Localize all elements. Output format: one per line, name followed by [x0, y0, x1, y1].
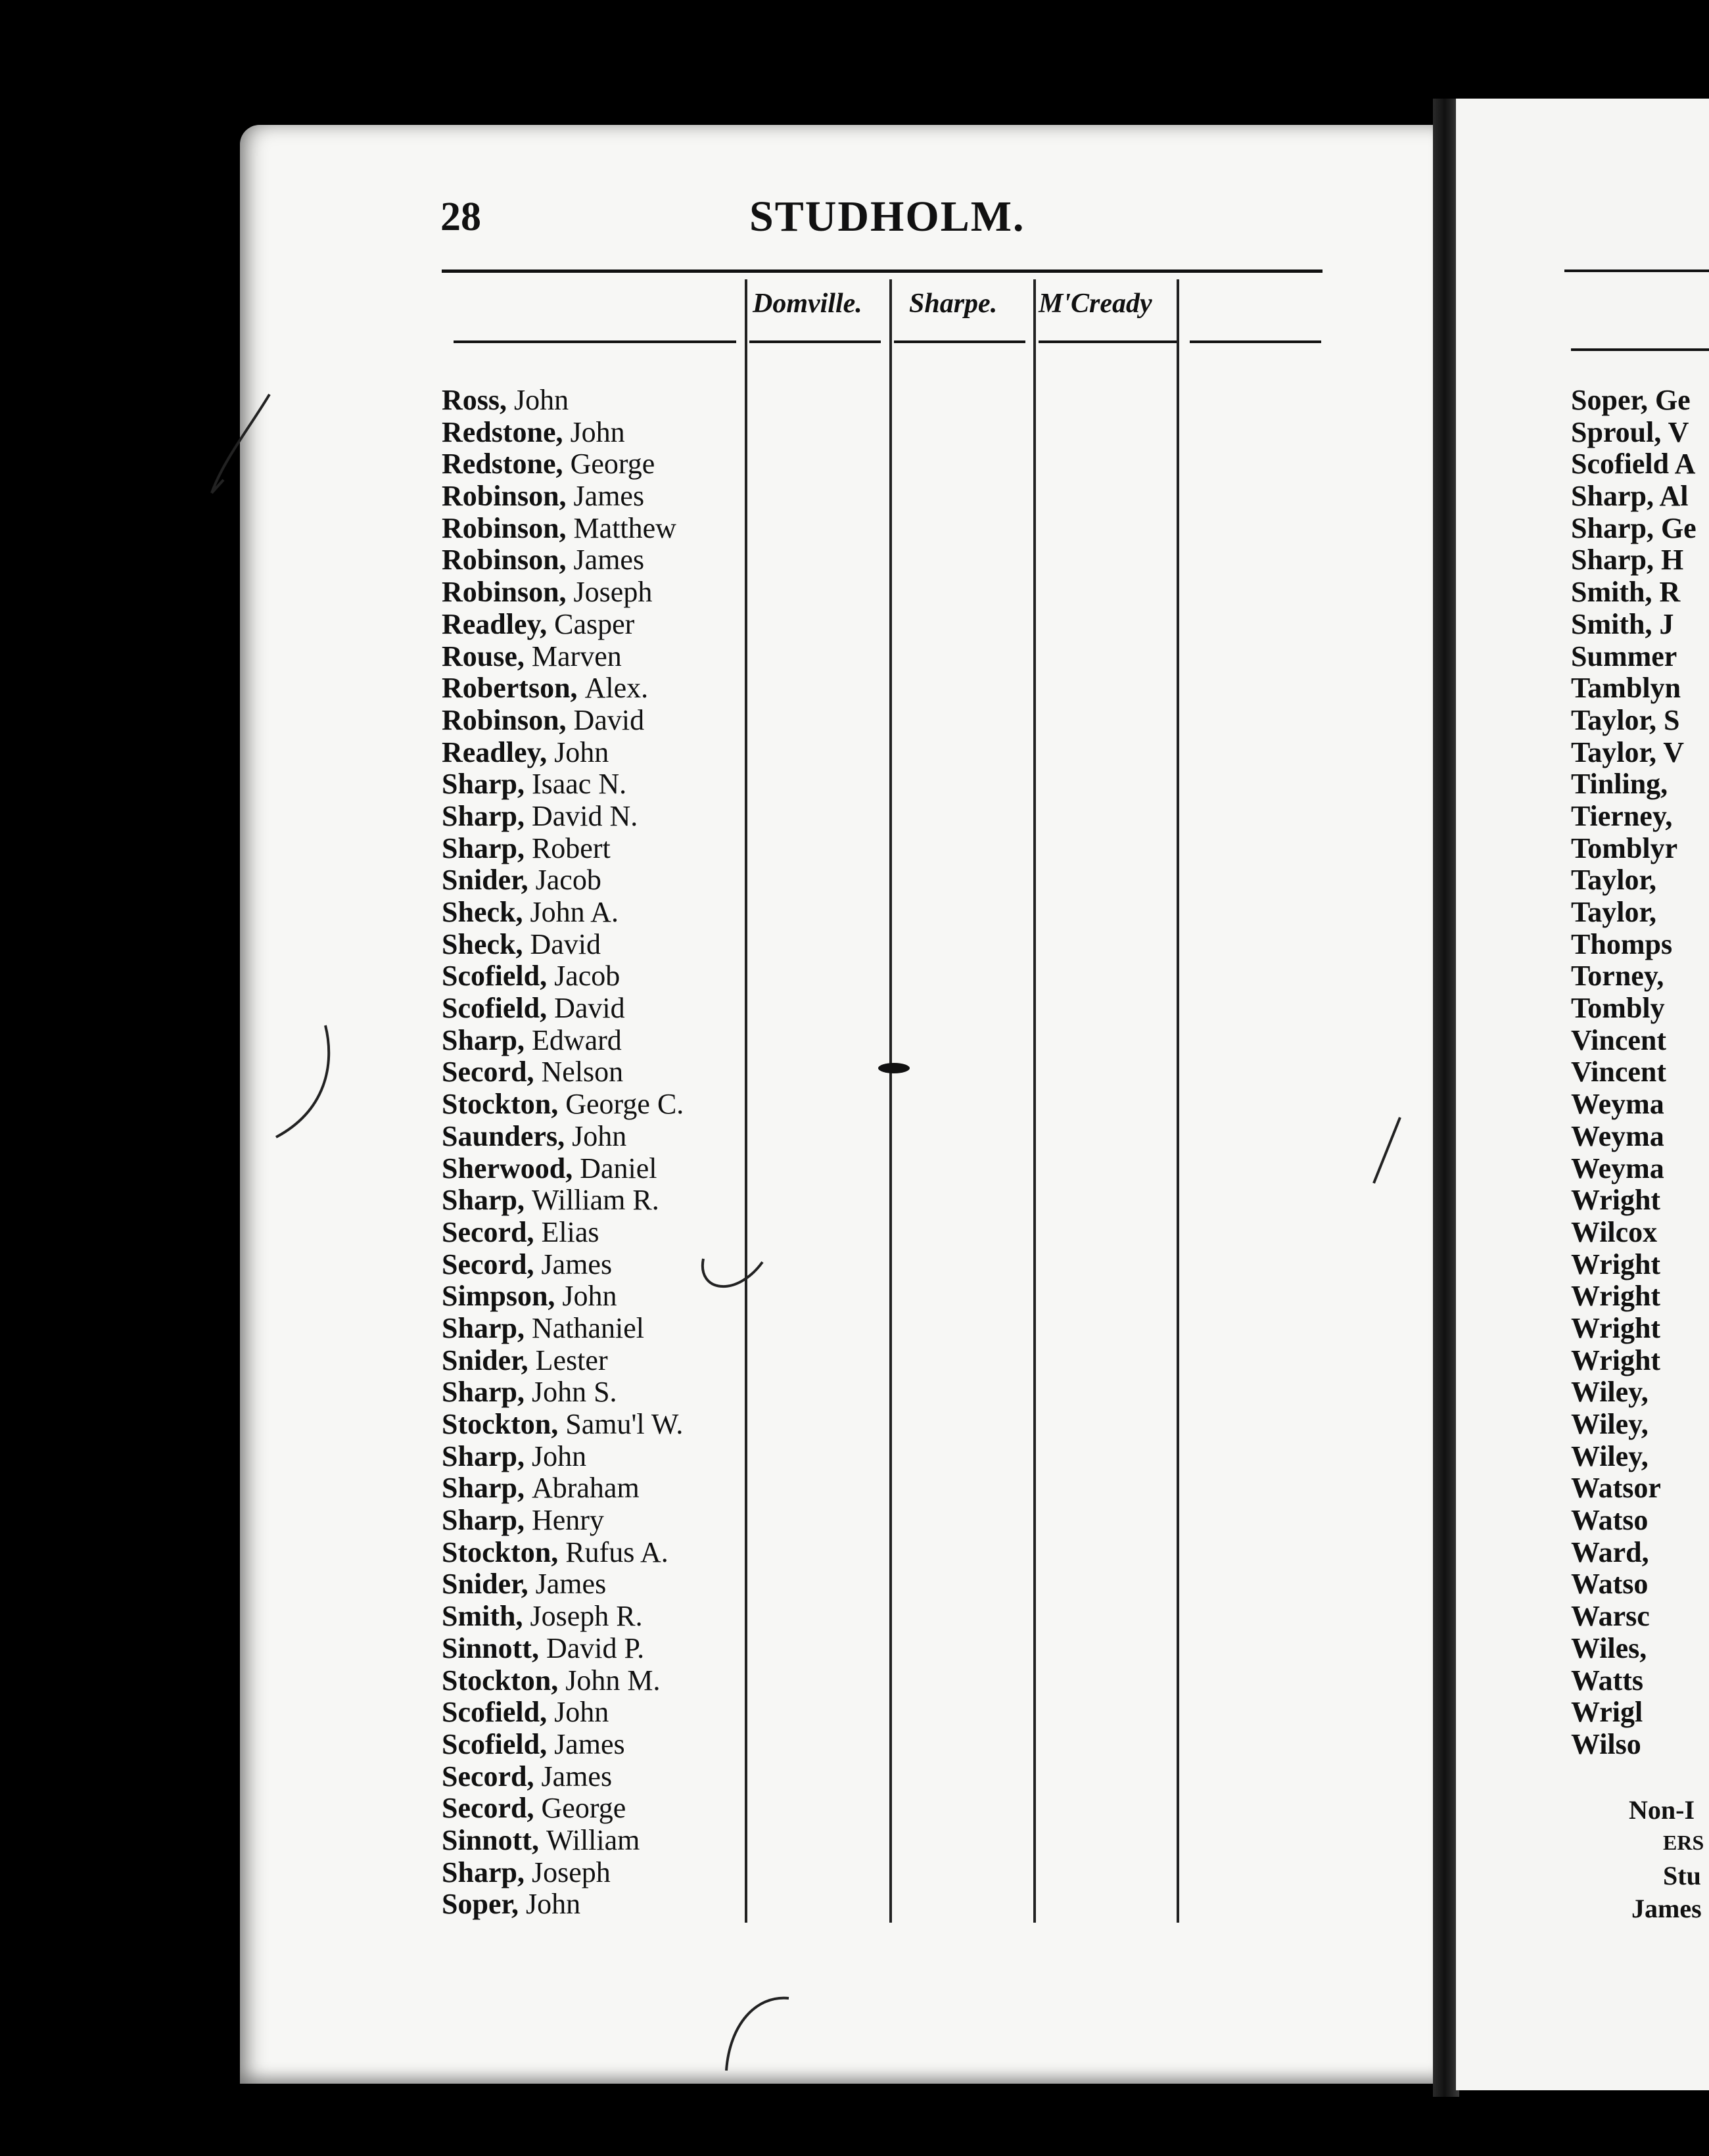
header-bottom-rule — [454, 340, 736, 343]
facing-name-entry: Wiles, — [1571, 1631, 1647, 1664]
surname: Scofield, — [442, 1727, 548, 1760]
name-entry — [442, 1184, 684, 1217]
facing-name-list — [1571, 385, 1697, 1761]
name-entry — [442, 641, 684, 673]
name-entry — [442, 513, 684, 545]
given-name: Marven — [531, 640, 622, 672]
given-name: James — [573, 480, 645, 513]
surname: Soper, — [442, 1888, 519, 1921]
surname: Secord, — [442, 1215, 534, 1248]
surname: Smith, — [442, 1600, 523, 1633]
name-entry — [442, 1472, 684, 1505]
surname: Ross, — [442, 384, 507, 416]
page-number: 28 — [440, 195, 481, 239]
name-entry — [442, 1537, 684, 1569]
facing-name-entry: Wright — [1571, 1280, 1661, 1313]
name-entry — [442, 1697, 684, 1729]
surname: Stockton, — [442, 1088, 559, 1121]
page-title: STUDHOLM. — [749, 193, 1025, 241]
surname: Sharp, — [442, 768, 525, 801]
name-entry — [442, 1601, 684, 1633]
surname: Secord, — [442, 1248, 534, 1280]
surname: Saunders, — [442, 1119, 565, 1152]
facing-top-rule — [1564, 270, 1709, 272]
given-name: John — [525, 1888, 581, 1921]
given-name: John — [570, 415, 625, 448]
given-name: Casper — [554, 607, 635, 640]
facing-name-entry: Tierney, — [1571, 799, 1673, 832]
header-bottom-rule-2 — [749, 340, 881, 343]
name-entry — [442, 801, 684, 833]
surname: Sharp, — [442, 1504, 525, 1537]
given-name: James — [535, 1568, 607, 1601]
name-entry — [442, 1056, 684, 1089]
facing-header-rule — [1571, 348, 1709, 351]
facing-name-entry: Watso — [1571, 1504, 1649, 1537]
name-entry — [442, 1025, 684, 1057]
name-entry — [442, 1089, 684, 1121]
facing-name-entry: Sharp, Al — [1571, 480, 1689, 513]
facing-name-entry: Watsor — [1571, 1472, 1661, 1505]
facing-name-entry: Wright — [1571, 1248, 1661, 1280]
name-entry — [442, 929, 684, 961]
facing-name-entry: Ward, — [1571, 1535, 1649, 1568]
facing-name-entry: Wright — [1571, 1311, 1661, 1344]
facing-name-entry: Wilso — [1571, 1727, 1641, 1760]
column-rule-1 — [745, 279, 747, 1923]
surname: Sharp, — [442, 1311, 525, 1344]
name-entry — [442, 1888, 684, 1921]
name-entry — [442, 1153, 684, 1185]
name-entry — [442, 480, 684, 513]
name-entry — [442, 1409, 684, 1441]
facing-footer-line-2: ERS — [1663, 1831, 1704, 1854]
given-name: John — [554, 736, 609, 768]
facing-name-entry: Wright — [1571, 1184, 1661, 1217]
name-entry — [442, 960, 684, 993]
surname: Readley, — [442, 736, 548, 768]
facing-name-entry: Vincent — [1571, 1056, 1667, 1089]
surname: Sherwood, — [442, 1152, 573, 1184]
given-name: David — [554, 992, 625, 1025]
surname: Snider, — [442, 1568, 528, 1601]
name-entry — [442, 737, 684, 769]
surname: Sharp, — [442, 1184, 525, 1217]
surname: Robinson, — [442, 544, 567, 576]
given-name: George — [570, 448, 655, 480]
ink-blot — [874, 1058, 914, 1078]
facing-name-entry: Taylor, S — [1571, 703, 1680, 736]
given-name: Robert — [531, 832, 611, 864]
given-name: Nathaniel — [531, 1311, 644, 1344]
column-rule-3 — [1033, 279, 1036, 1923]
surname: Robinson, — [442, 703, 567, 736]
facing-name-entry: Tombly — [1571, 992, 1665, 1025]
surname: Stockton, — [442, 1535, 559, 1568]
surname: Scofield, — [442, 1696, 548, 1729]
name-entry — [442, 1441, 684, 1473]
surname: Simpson, — [442, 1280, 555, 1313]
surname: Rouse, — [442, 640, 525, 672]
name-entry — [442, 576, 684, 609]
facing-name-entry: Weyma — [1571, 1152, 1664, 1184]
surname: Robinson, — [442, 576, 567, 609]
surname: Sharp, — [442, 1440, 525, 1472]
facing-name-entry: Sharp, Ge — [1571, 511, 1697, 544]
given-name: James — [541, 1248, 613, 1280]
name-entry — [442, 1249, 684, 1281]
column-head-sharpe: Sharpe. — [909, 289, 998, 319]
pen-mark-simpson — [697, 1252, 776, 1318]
surname: Stockton, — [442, 1408, 559, 1440]
facing-name-entry: Tamblyn — [1571, 672, 1681, 705]
surname: Sharp, — [442, 1856, 525, 1888]
name-entry — [442, 864, 684, 897]
facing-name-entry: Smith, R — [1571, 576, 1681, 609]
facing-name-entry: Watso — [1571, 1568, 1649, 1601]
book-gutter — [1433, 99, 1459, 2097]
pen-mark-curve — [263, 1019, 342, 1150]
given-name: John — [554, 1696, 609, 1729]
surname: Readley, — [442, 607, 548, 640]
name-entry — [442, 1633, 684, 1665]
facing-name-entry: Wrigl — [1571, 1696, 1643, 1729]
given-name: George C. — [565, 1088, 684, 1121]
facing-name-entry: Sharp, H — [1571, 544, 1684, 576]
given-name: Alex. — [584, 672, 649, 705]
surname: Redstone, — [442, 448, 563, 480]
given-name: John — [514, 384, 569, 416]
column-head-mccready: M'Cready — [1039, 289, 1152, 319]
surname: Sharp, — [442, 832, 525, 864]
facing-name-entry: Taylor, V — [1571, 736, 1685, 768]
facing-name-entry: Weyma — [1571, 1088, 1664, 1121]
given-name: William R. — [531, 1184, 659, 1217]
given-name: Elias — [541, 1215, 599, 1248]
given-name: William — [546, 1823, 640, 1856]
given-name: George — [541, 1792, 626, 1825]
column-head-domville: Domville. — [753, 289, 862, 319]
surname: Scofield, — [442, 960, 548, 993]
given-name: Joseph R. — [530, 1600, 643, 1633]
facing-name-entry: Summer — [1571, 640, 1677, 672]
name-entry — [442, 1793, 684, 1825]
surname: Sharp, — [442, 1472, 525, 1505]
facing-name-entry: Wright — [1571, 1344, 1661, 1376]
pen-mark-right — [1361, 1111, 1413, 1190]
given-name: Joseph — [573, 576, 653, 609]
given-name: James — [541, 1760, 613, 1793]
name-entry — [442, 1376, 684, 1409]
surname: Sinnott, — [442, 1631, 539, 1664]
top-rule — [442, 270, 1323, 273]
header-bottom-rule-4 — [1039, 340, 1177, 343]
given-name: John A. — [530, 896, 619, 928]
column-rule-4 — [1177, 279, 1179, 1923]
facing-name-entry: Taylor, — [1571, 896, 1657, 928]
facing-name-entry: Wiley, — [1571, 1408, 1649, 1440]
given-name: Henry — [531, 1504, 604, 1537]
facing-name-entry: Smith, J — [1571, 607, 1674, 640]
given-name: Edward — [531, 1023, 622, 1056]
name-entry — [442, 672, 684, 705]
name-entry — [442, 705, 684, 737]
pen-mark-check — [197, 388, 283, 506]
surname: Robertson, — [442, 672, 578, 705]
given-name: Joseph — [531, 1856, 611, 1888]
given-name: Samu'l W. — [565, 1408, 684, 1440]
surname: Robinson, — [442, 511, 567, 544]
surname: Sharp, — [442, 1376, 525, 1409]
facing-name-entry: Tomblyr — [1571, 832, 1678, 864]
surname: Snider, — [442, 864, 528, 897]
name-entry — [442, 1568, 684, 1601]
facing-name-entry: Scofield A — [1571, 448, 1696, 480]
facing-name-entry: Torney, — [1571, 960, 1664, 993]
left-page — [240, 125, 1443, 2084]
facing-name-entry: Wiley, — [1571, 1376, 1649, 1409]
surname: Scofield, — [442, 992, 548, 1025]
voter-name-list — [442, 385, 684, 1921]
name-entry — [442, 1857, 684, 1889]
given-name: David P. — [546, 1631, 645, 1664]
name-entry — [442, 1121, 684, 1153]
facing-name-entry: Sproul, V — [1571, 415, 1689, 448]
given-name: John M. — [565, 1664, 661, 1697]
column-rule-2 — [889, 279, 892, 1923]
name-entry — [442, 1280, 684, 1313]
facing-footer-line-4: James — [1631, 1894, 1702, 1923]
name-entry — [442, 448, 684, 480]
name-entry — [442, 768, 684, 801]
name-entry — [442, 1217, 684, 1249]
header-bottom-rule-3 — [894, 340, 1025, 343]
given-name: Jacob — [554, 960, 620, 993]
surname: Sheck, — [442, 896, 523, 928]
given-name: David — [530, 927, 601, 960]
given-name: David — [573, 703, 645, 736]
name-entry — [442, 1761, 684, 1793]
given-name: John — [562, 1280, 617, 1313]
name-entry — [442, 1345, 684, 1377]
facing-name-entry: Wiley, — [1571, 1440, 1649, 1472]
given-name: James — [554, 1727, 625, 1760]
given-name: Daniel — [580, 1152, 657, 1184]
name-entry — [442, 417, 684, 449]
header-bottom-rule-5 — [1190, 340, 1321, 343]
pen-mark-bottom — [716, 1992, 802, 2077]
given-name: Nelson — [541, 1056, 624, 1089]
name-entry — [442, 385, 684, 417]
facing-name-entry: Tinling, — [1571, 768, 1668, 801]
name-entry — [442, 897, 684, 929]
facing-name-entry: Wilcox — [1571, 1215, 1658, 1248]
surname: Secord, — [442, 1056, 534, 1089]
surname: Stockton, — [442, 1664, 559, 1697]
given-name: David N. — [531, 799, 638, 832]
name-entry — [442, 993, 684, 1025]
given-name: Abraham — [531, 1472, 640, 1505]
name-entry — [442, 1665, 684, 1697]
facing-name-entry: Soper, Ge — [1571, 384, 1691, 416]
given-name: John — [531, 1440, 587, 1472]
given-name: Lester — [535, 1344, 608, 1376]
facing-name-entry: Taylor, — [1571, 864, 1657, 897]
surname: Robinson, — [442, 480, 567, 513]
name-entry — [442, 1505, 684, 1537]
name-entry — [442, 1825, 684, 1857]
name-entry — [442, 1729, 684, 1761]
facing-name-entry: Watts — [1571, 1664, 1643, 1697]
given-name: James — [573, 544, 645, 576]
given-name: Isaac N. — [531, 768, 627, 801]
name-entry — [442, 544, 684, 576]
name-entry — [442, 1313, 684, 1345]
name-entry — [442, 833, 684, 865]
surname: Snider, — [442, 1344, 528, 1376]
given-name: Jacob — [535, 864, 601, 897]
facing-name-entry: Warsc — [1571, 1600, 1650, 1633]
surname: Sheck, — [442, 927, 523, 960]
facing-name-entry: Weyma — [1571, 1119, 1664, 1152]
given-name: John — [572, 1119, 627, 1152]
facing-footer-line-3: Stu — [1663, 1861, 1701, 1890]
surname: Secord, — [442, 1760, 534, 1793]
given-name: Matthew — [573, 511, 676, 544]
surname: Sinnott, — [442, 1823, 539, 1856]
surname: Sharp, — [442, 1023, 525, 1056]
given-name: John S. — [531, 1376, 617, 1409]
facing-footer-line-1: Non-I — [1629, 1795, 1695, 1825]
name-entry — [442, 609, 684, 641]
facing-name-entry: Vincent — [1571, 1023, 1667, 1056]
surname: Secord, — [442, 1792, 534, 1825]
surname: Sharp, — [442, 799, 525, 832]
given-name: Rufus A. — [565, 1535, 668, 1568]
facing-name-entry: Thomps — [1571, 927, 1673, 960]
surname: Redstone, — [442, 415, 563, 448]
